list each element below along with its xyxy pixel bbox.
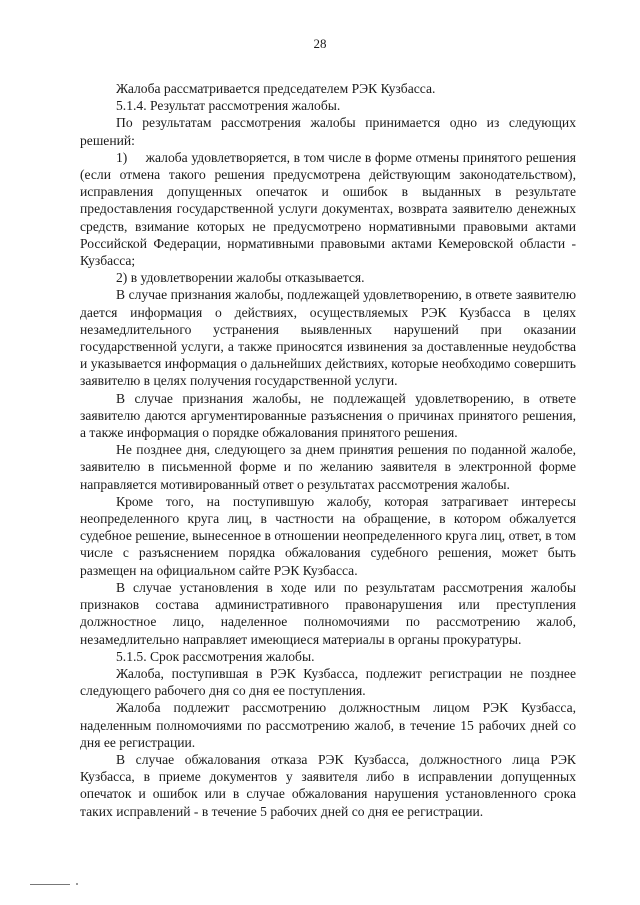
paragraph-reviewer: Жалоба рассматривается председателем РЭК Кузбасса.	[116, 81, 436, 96]
paragraph-review-term: Жалоба подлежит рассмотрению должностным лицом РЭК Кузбасса, наделенным полномочиями по рассмотрению жалоб, в течение 15 рабочих дней со дня ее регистрации.	[80, 700, 576, 750]
footer-mark	[76, 883, 78, 885]
paragraph-rejected-response: В случае признания жалобы, не подлежащей удовлетворению, в ответе заявителю даются аргументированные разъяснения о причинах принятого решения, а также информация о порядке обжалования принятого решения.	[80, 390, 576, 441]
paragraph-prosecution: В случае установления в ходе или по результатам рассмотрения жалобы признаков состава административного правонарушения или преступления должностное лицо, наделенное полномочиями по рассмотрению жалоб, незамедлительно направляет имеющиеся материалы в органы прокуратуры.	[80, 579, 576, 647]
paragraph-refusal-term: В случае обжалования отказа РЭК Кузбасса, должностного лица РЭК Кузбасса, в приеме документов у заявителя либо в исправлении допущенных опечаток и ошибок или в случае обжалования нарушения установленного срока таких исправлений - в течение 5 рабочих дней со дня ее регистрации.	[80, 751, 576, 819]
section-heading-5-1-4: 5.1.4. Результат рассмотрения жалобы.	[116, 98, 341, 114]
footer-rule	[30, 884, 70, 885]
list-item-1: 1) жалоба удовлетворяется, в том числе в форме отмены принятого решения (если отмена такого решения предусмотрена действующим законодательством), исправления допущенных опечаток и ошибок в выданных в результате предоставления государственной услуги документах, возврата заявителю денежных средств, взимание которых не предусмотрено нормативными правовыми актами Российской Федерации, нормативными правовыми актами Кемеровской области - Кузбасса;	[80, 149, 576, 269]
list-item-2: 2) в удовлетворении жалобы отказывается.	[116, 270, 365, 286]
page-number: 28	[313, 36, 327, 51]
paragraph-decision-intro: По результатам рассмотрения жалобы принимается одно из следующих решений:	[80, 115, 576, 148]
section-heading-5-1-5: 5.1.5. Срок рассмотрения жалобы.	[116, 648, 315, 664]
paragraph-satisfied-response: В случае признания жалобы, подлежащей удовлетворению, в ответе заявителю дается информация о действиях, осуществляемых РЭК Кузбасса в целях незамедлительного устранения выявленных нарушений при оказании государственной услуги, а также приносятся извинения за доставленные неудобства и указывается информация о дальнейших действиях, которые необходимо совершить заявителю в целях получения государственной услуги.	[80, 287, 576, 389]
paragraph-public-interest: Кроме того, на поступившую жалобу, которая затрагивает интересы неопределенного круга лиц, в частности на обращение, в котором обжалуется судебное решение, вынесенное в отношении неопределенного круга лиц, ответ, в том числе с разъяснением порядка обжалования судебного решения, может быть размещен на официальном сайте РЭК Кузбасса.	[80, 493, 576, 578]
document-body	[80, 80, 576, 820]
paragraph-response-deadline: Не позднее дня, следующего за днем принятия решения по поданной жалобе, заявителю в письменной форме и по желанию заявителя в электронной форме направляется мотивированный ответ о результатах рассмотрения жалобы.	[80, 442, 576, 492]
paragraph-registration: Жалоба, поступившая в РЭК Кузбасса, подлежит регистрации не позднее следующего рабочего дня со дня ее поступления.	[80, 665, 576, 699]
